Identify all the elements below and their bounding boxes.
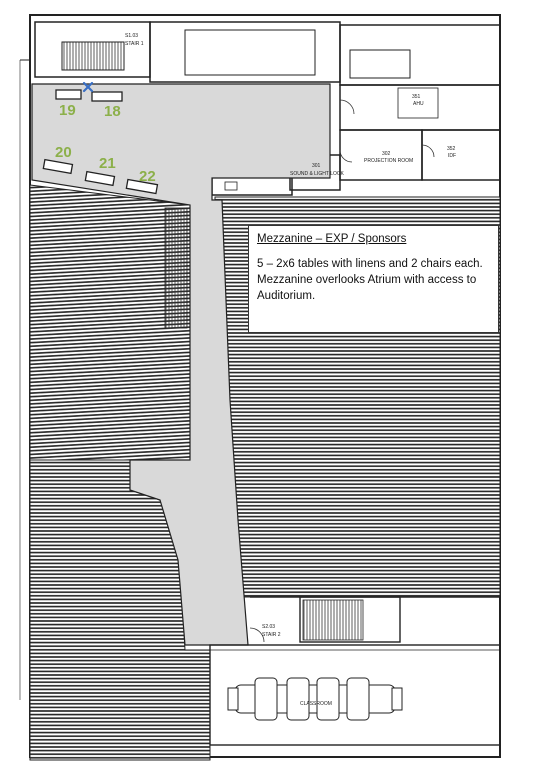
upper-stair — [62, 42, 124, 70]
room-352-number: 352 — [447, 146, 456, 152]
info-title: Mezzanine – EXP / Sponsors — [257, 233, 407, 245]
table-19-shape — [56, 90, 81, 99]
room-351-label: AHU — [413, 101, 424, 107]
room-352-label: IDF — [448, 153, 457, 159]
table-number-21: 21 — [99, 155, 116, 172]
table-number-19: 19 — [59, 102, 76, 119]
info-box — [248, 225, 499, 333]
lower-stair — [303, 600, 363, 640]
table-18-shape — [92, 92, 122, 101]
stair2-number: S2.03 — [262, 624, 276, 630]
table-number-22: 22 — [139, 168, 156, 185]
table-number-18: 18 — [104, 103, 121, 120]
stair1-number: S1.03 — [125, 33, 139, 39]
stair1-label: STAIR 1 — [125, 41, 144, 47]
room-301-number: 301 — [312, 163, 321, 169]
info-line-1: 5 – 2x6 tables with linens and 2 chairs each. — [257, 258, 483, 270]
room-302-number: 302 — [382, 151, 391, 157]
info-line-2: Mezzanine overlooks Atrium with access to — [257, 274, 477, 286]
stair2-label: STAIR 2 — [262, 632, 281, 638]
room-301-label: SOUND & LIGHT LOCK — [290, 171, 344, 177]
classroom-tables — [228, 678, 402, 720]
info-line-3: Auditorium. — [257, 290, 316, 302]
room-351-number: 351 — [412, 94, 421, 100]
table-number-20: 20 — [55, 144, 72, 161]
interior-stair — [165, 208, 187, 328]
room-302-label: PROJECTION ROOM — [364, 158, 414, 164]
classroom-label: CLASSROOM — [300, 701, 332, 707]
